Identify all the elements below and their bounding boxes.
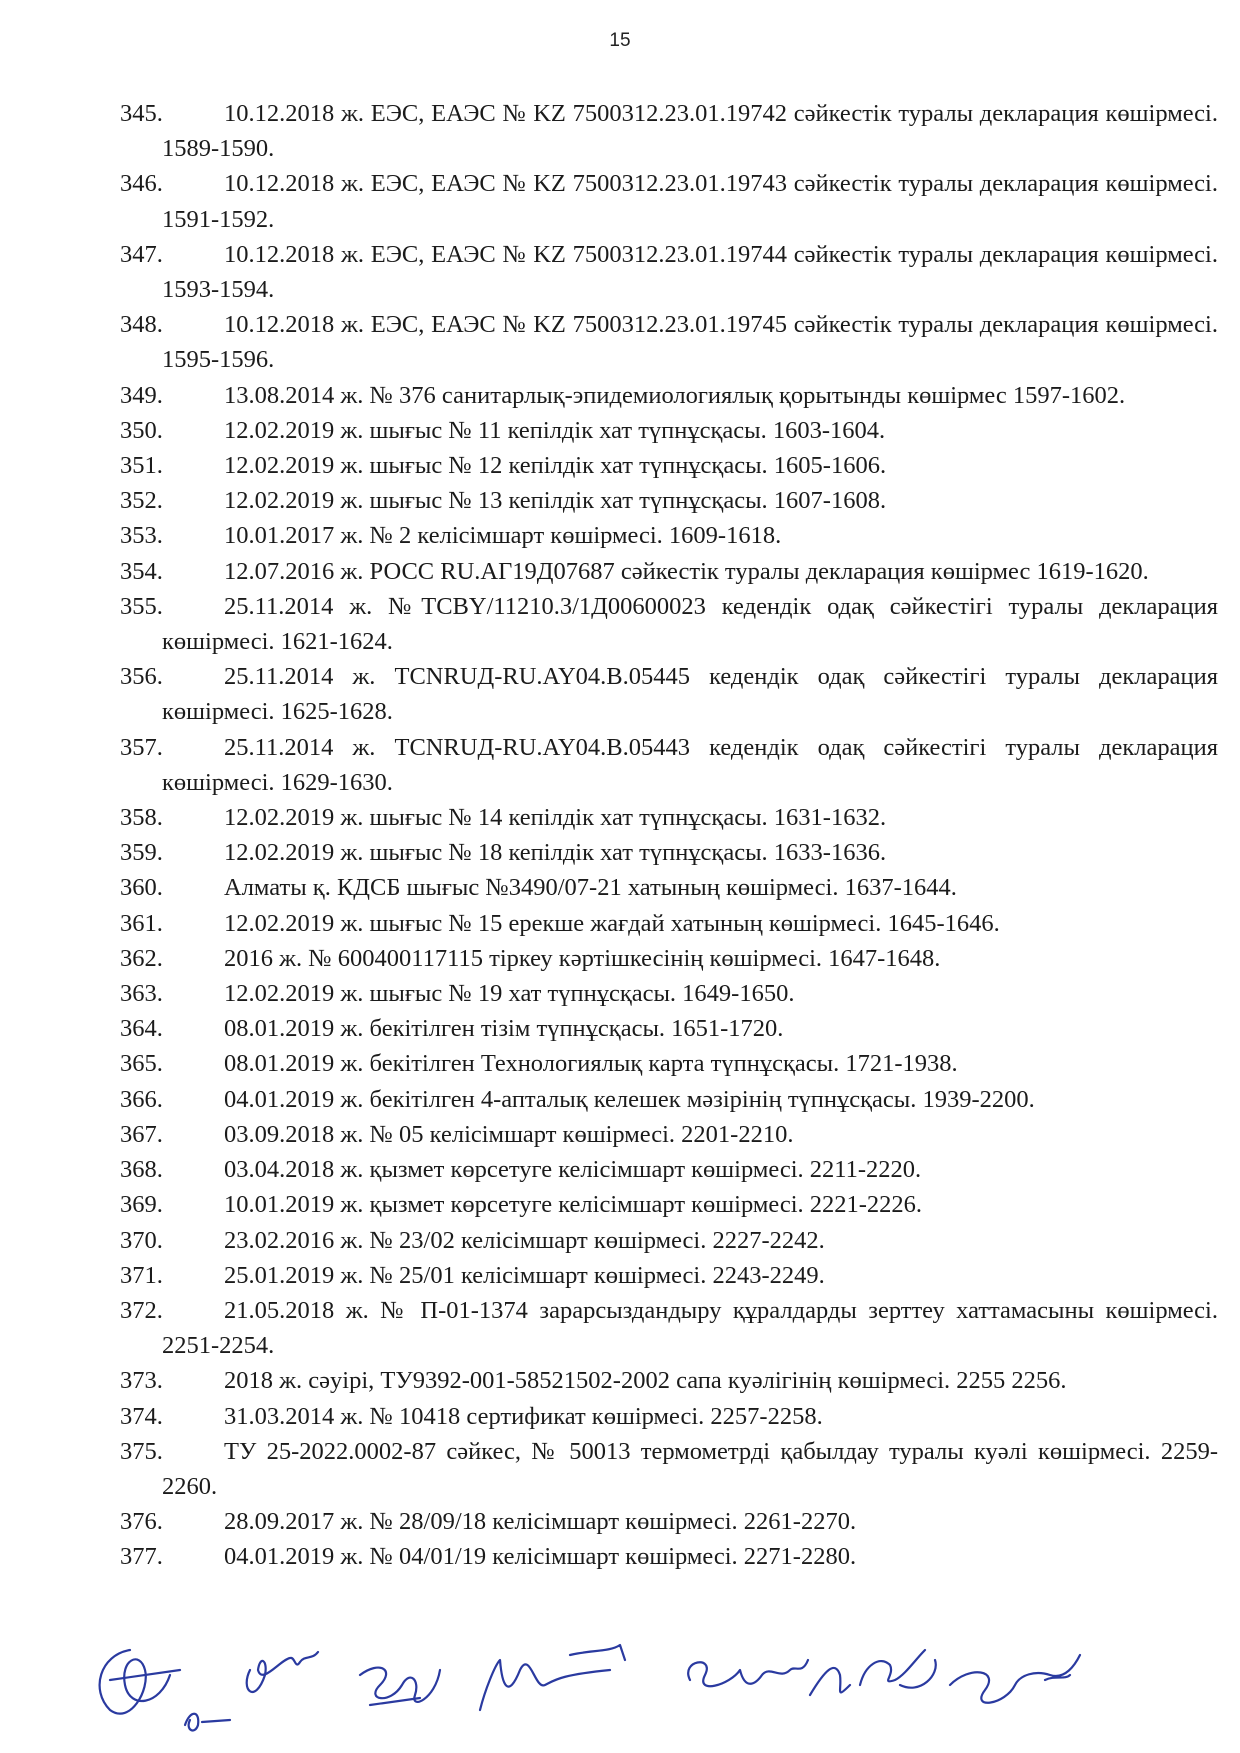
entry-number: 371. [120,1261,163,1289]
entry-number: 364. [120,1015,163,1043]
entry-number: 362. [120,944,163,972]
list-item [120,835,1218,870]
list-item [120,1152,1218,1187]
list-item [120,166,1218,236]
entry-number: 346. [120,170,163,198]
entry-text: 25.11.2014 ж. TCNRUД-RU.AY04.B.05445 кедендік одақ сәйкестігі туралы декларация көшірмесі. 1625-1628. [162,663,1218,726]
list-item [120,1046,1218,1081]
entry-number: 347. [120,240,163,268]
list-item [120,307,1218,377]
list-item [120,1187,1218,1222]
entry-number: 370. [120,1226,163,1254]
entry-text: 04.01.2019 ж. № 04/01/19 келісімшарт көшірмесі. 2271-2280. [224,1543,857,1571]
entry-text: Алматы қ. КДСБ шығыс №3490/07-21 хатының көшірмесі. 1637-1644. [224,874,957,902]
signatures-drawing [90,1630,1220,1740]
entry-text: 12.02.2019 ж. шығыс № 12 кепілдік хат түпнұсқасы. 1605-1606. [224,452,887,480]
entry-text: 25.11.2014 ж. TCNRUД-RU.AY04.B.05443 кедендік одақ сәйкестігі туралы декларация көшірмесі. 1629-1630. [162,733,1218,796]
entry-text: 28.09.2017 ж. № 28/09/18 келісімшарт көшірмесі. 2261-2270. [224,1508,857,1536]
entry-number: 355. [120,592,163,620]
list-item [120,906,1218,941]
list-item [120,870,1218,905]
document-entry-list [120,96,1218,1575]
entry-number: 357. [120,733,163,761]
entry-number: 377. [120,1543,163,1571]
entry-text: 31.03.2014 ж. № 10418 сертификат көшірмесі. 2257-2258. [224,1402,823,1430]
entry-number: 359. [120,839,163,867]
entry-number: 349. [120,381,163,409]
list-item [120,1258,1218,1293]
entry-text: 12.02.2019 ж. шығыс № 13 кепілдік хат түпнұсқасы. 1607-1608. [224,487,887,515]
entry-text: 13.08.2014 ж. № 376 санитарлық-эпидемиологиялық қорытынды көшірмес 1597-1602. [224,381,1126,409]
entry-number: 375. [120,1437,163,1465]
entry-text: 12.02.2019 ж. шығыс № 11 кепілдік хат түпнұсқасы. 1603-1604. [224,416,886,444]
entry-text: 12.07.2016 ж. РОСС RU.АГ19Д07687 сәйкестік туралы декларация көшірмес 1619-1620. [224,557,1149,585]
entry-number: 368. [120,1156,163,1184]
entry-number: 366. [120,1085,163,1113]
list-item [120,96,1218,166]
entry-text: 03.04.2018 ж. қызмет көрсетуге келісімшарт көшірмесі. 2211-2220. [224,1156,922,1184]
entry-text: 21.05.2018 ж. № П-01-1374 зарарсыздандыру құралдарды зерттеу хаттамасыны көшірмесі. 2251-2254. [162,1296,1218,1360]
list-item [120,976,1218,1011]
list-item [120,659,1218,729]
entry-text: 25.11.2014 ж. №TCBY/11210.3/1Д00600023 кедендік одақ сәйкестігі туралы декларация көшірмесі. 1621-1624. [162,592,1218,656]
entry-number: 374. [120,1402,163,1430]
entry-text: 25.01.2019 ж. № 25/01 келісімшарт көшірмесі. 2243-2249. [224,1261,825,1289]
list-item [120,237,1218,307]
entry-text: 23.02.2016 ж. № 23/02 келісімшарт көшірмесі. 2227-2242. [224,1226,825,1254]
entry-text: 10.01.2019 ж. қызмет көрсетуге келісімшарт көшірмесі. 2221-2226. [224,1191,923,1219]
entry-text: 04.01.2019 ж. бекітілген 4-апталық келешек мәзірінің түпнұсқасы. 1939-2200. [224,1085,1035,1113]
list-item [120,483,1218,518]
entry-text: 10.12.2018 ж. ЕЭС, ЕАЭС № KZ 7500312.23.01.19745 сәйкестік туралы декларация көшірмесі. 1595-1596. [162,311,1218,374]
list-item [120,1539,1218,1574]
list-item [120,1011,1218,1046]
entry-number: 365. [120,1050,163,1078]
entry-text: 10.12.2018 ж. ЕЭС, ЕАЭС № KZ 7500312.23.01.19743 сәйкестік туралы декларация көшірмесі. 1591-1592. [162,170,1218,233]
entry-number: 369. [120,1191,163,1219]
entry-number: 354. [120,557,163,585]
entry-number: 348. [120,311,163,339]
signatures-area [90,1630,1220,1740]
list-item [120,1117,1218,1152]
entry-number: 363. [120,980,163,1008]
list-item [120,589,1218,659]
entry-text: ТУ 25-2022.0002-87 сәйкес, № 50013 термометрді қабылдау туралы куәлі көшірмесі. 2259-2260. [162,1437,1218,1500]
entry-text: 12.02.2019 ж. шығыс № 19 хат түпнұсқасы. 1649-1650. [224,980,795,1008]
entry-text: 12.02.2019 ж. шығыс № 15 ерекше жағдай хатының көшірмесі. 1645-1646. [224,909,1000,937]
signature-3 [360,1668,440,1705]
list-item [120,413,1218,448]
signature-4 [480,1645,625,1710]
entry-text: 08.01.2019 ж. бекітілген тізім түпнұсқасы. 1651-1720. [224,1015,784,1043]
list-item [120,1363,1218,1398]
entry-text: 12.02.2019 ж. шығыс № 14 кепілдік хат түпнұсқасы. 1631-1632. [224,804,887,832]
entry-number: 351. [120,452,163,480]
entry-text: 2016 ж. № 600400117115 тіркеу кәртішкесінің көшірмесі. 1647-1648. [224,944,941,972]
list-item [120,730,1218,800]
entry-text: 10.12.2018 ж. ЕЭС, ЕАЭС № KZ 7500312.23.01.19744 сәйкестік туралы декларация көшірмесі. 1593-1594. [162,240,1218,304]
list-item [120,1082,1218,1117]
entry-text: 10.12.2018 ж. ЕЭС, ЕАЭС № KZ 7500312.23.01.19742 сәйкестік туралы декларация көшірмесі. 1589-1590. [162,100,1218,163]
entry-number: 360. [120,874,163,902]
entry-number: 361. [120,909,163,937]
entry-text: 10.01.2017 ж. № 2 келісімшарт көшірмесі. 1609-1618. [224,522,782,550]
signature-1 [100,1650,180,1714]
signature-7 [950,1655,1080,1703]
list-item [120,378,1218,413]
entry-text: 08.01.2019 ж. бекітілген Технологиялық карта түпнұсқасы. 1721-1938. [224,1050,958,1078]
signature-6 [810,1650,936,1695]
list-item [120,554,1218,589]
list-item [120,1223,1218,1258]
list-item [120,1434,1218,1504]
entry-number: 345. [120,100,163,127]
entry-number: 376. [120,1508,163,1536]
entry-text: 2018 ж. сәуірі, ТУ9392-001-58521502-2002 сапа куәлігінің көшірмесі. 2255 2256. [224,1367,1067,1395]
list-item [120,448,1218,483]
list-item [120,800,1218,835]
list-item [120,1504,1218,1539]
entry-number: 352. [120,487,163,515]
entry-text: 12.02.2019 ж. шығыс № 18 кепілдік хат түпнұсқасы. 1633-1636. [224,839,887,867]
entry-number: 367. [120,1120,163,1148]
entry-number: 373. [120,1367,163,1395]
entry-number: 358. [120,804,163,832]
list-item [120,1399,1218,1434]
entry-number: 356. [120,663,163,691]
list-item [120,1293,1218,1363]
page-number: 15 [609,30,631,51]
entry-text: 03.09.2018 ж. № 05 келісімшарт көшірмесі. 2201-2210. [224,1120,794,1148]
list-item [120,941,1218,976]
list-item [120,518,1218,553]
entry-number: 372. [120,1296,163,1324]
signature-5 [688,1660,808,1686]
signature-2 [185,1652,318,1730]
entry-number: 350. [120,416,163,444]
entry-number: 353. [120,522,163,550]
